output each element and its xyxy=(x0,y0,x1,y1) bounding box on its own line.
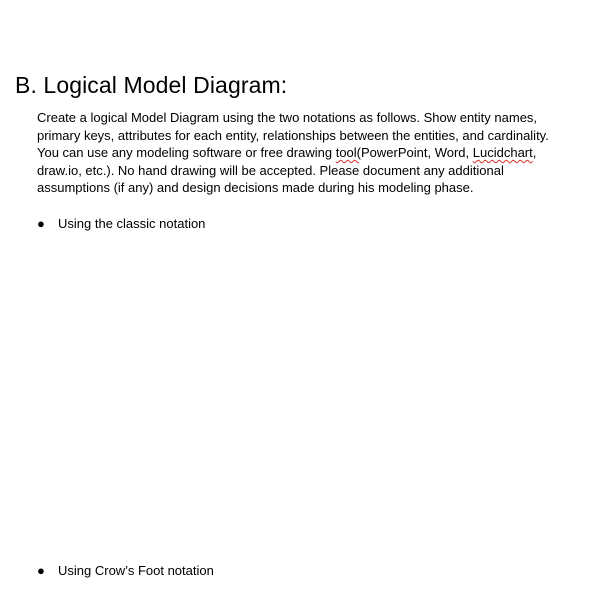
paragraph-line: primary keys, attributes for each entity, relationships between the entities, and cardinality. xyxy=(37,127,549,143)
instructions-paragraph xyxy=(37,109,582,197)
paragraph-line: Create a logical Model Diagram using the two notations as follows. Show entity names, xyxy=(37,110,538,125)
bullet-text: Using the classic notation xyxy=(58,216,206,231)
bullet-text: Using Crow’s Foot notation xyxy=(58,563,214,578)
bullet-dot-icon: ● xyxy=(37,216,45,231)
paragraph-text: PowerPoint, Word, xyxy=(361,145,473,161)
section-heading: B. Logical Model Diagram: xyxy=(15,72,288,98)
paragraph-text: You can use any modeling software or free drawing xyxy=(37,145,336,161)
spellcheck-flagged-word[interactable]: Lucidchart xyxy=(472,145,533,161)
paragraph-line xyxy=(37,144,582,162)
bullet-crows-foot-notation xyxy=(37,562,214,579)
paragraph-text: , xyxy=(532,145,537,161)
paragraph-line: assumptions (if any) and design decisions made during his modeling phase. xyxy=(37,180,474,196)
spellcheck-flagged-word[interactable]: tool( xyxy=(335,145,361,161)
bullet-dot-icon: ● xyxy=(37,563,45,578)
bullet-classic-notation xyxy=(37,215,205,232)
paragraph-line: draw.io, etc.). No hand drawing will be accepted. Please document any additional xyxy=(37,162,504,178)
